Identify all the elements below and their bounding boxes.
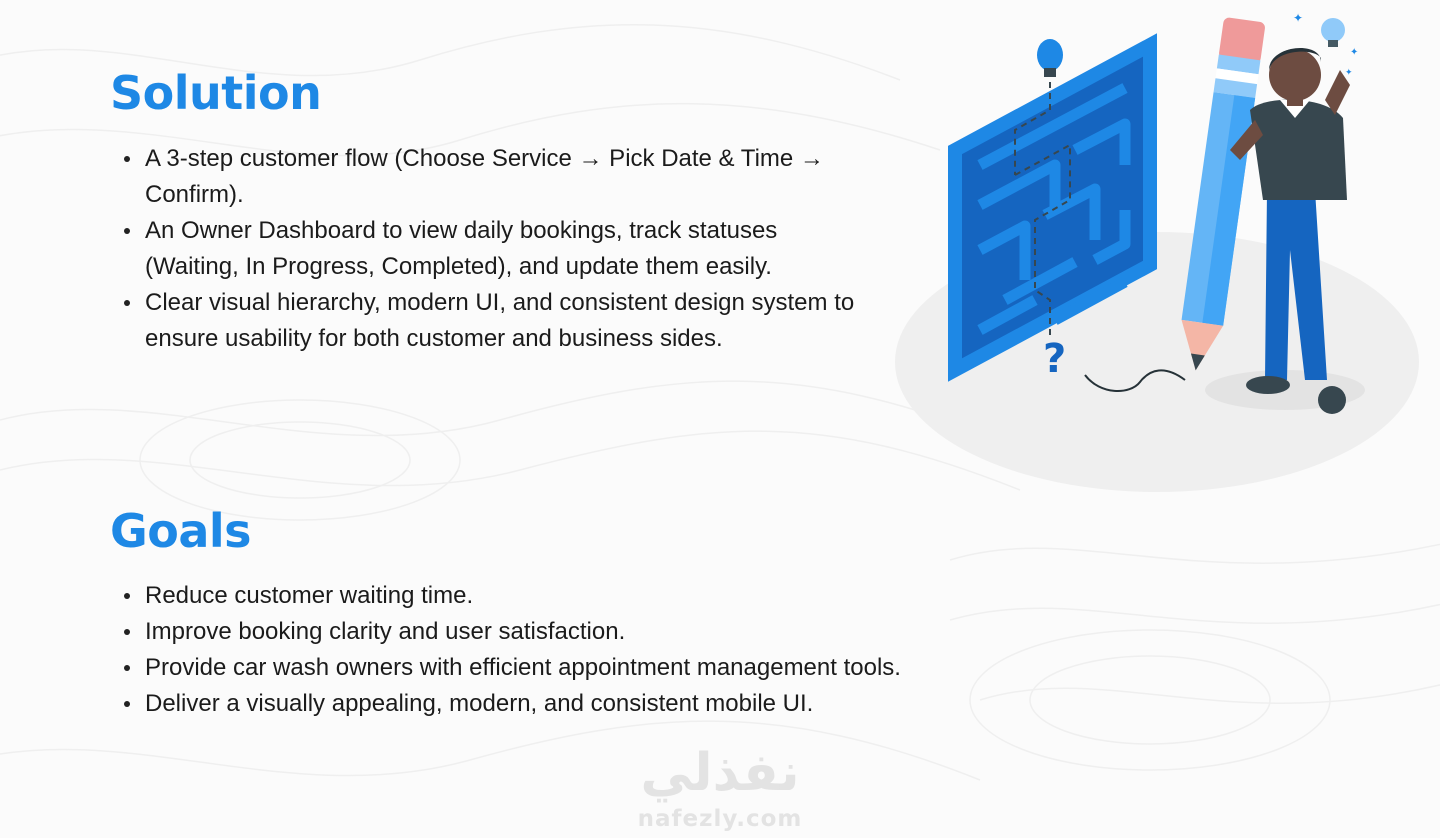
lightbulb-icon [1037,39,1063,77]
solution-item: An Owner Dashboard to view daily bookings, track statuses (Waiting, In Progress, Completed), and update them easily. [122,213,862,285]
solution-list [122,141,862,357]
goals-item: Reduce customer waiting time. [122,578,1122,614]
svg-text:✦: ✦ [1350,47,1359,58]
goals-item: Deliver a visually appealing, modern, and consistent mobile UI. [122,686,1122,722]
svg-text:✦: ✦ [1345,68,1353,78]
watermark-arabic: نفذلي [640,743,800,803]
goals-item: Improve booking clarity and user satisfaction. [122,614,1122,650]
solution-title: Solution [110,66,322,120]
question-mark-icon: ? [1043,336,1067,382]
watermark-latin: nafezly.com [637,806,803,832]
solution-item: A 3-step customer flow (Choose Service → Pick Date & Time → Confirm). [122,141,862,213]
maze-illustration [895,0,1440,500]
goals-title: Goals [110,504,252,558]
goals-list [122,578,1122,722]
solution-item: Clear visual hierarchy, modern UI, and consistent design system to ensure usability for both customer and business sides. [122,285,862,357]
goals-item: Provide car wash owners with efficient appointment management tools. [122,650,1122,686]
svg-text:✦: ✦ [1293,11,1304,25]
